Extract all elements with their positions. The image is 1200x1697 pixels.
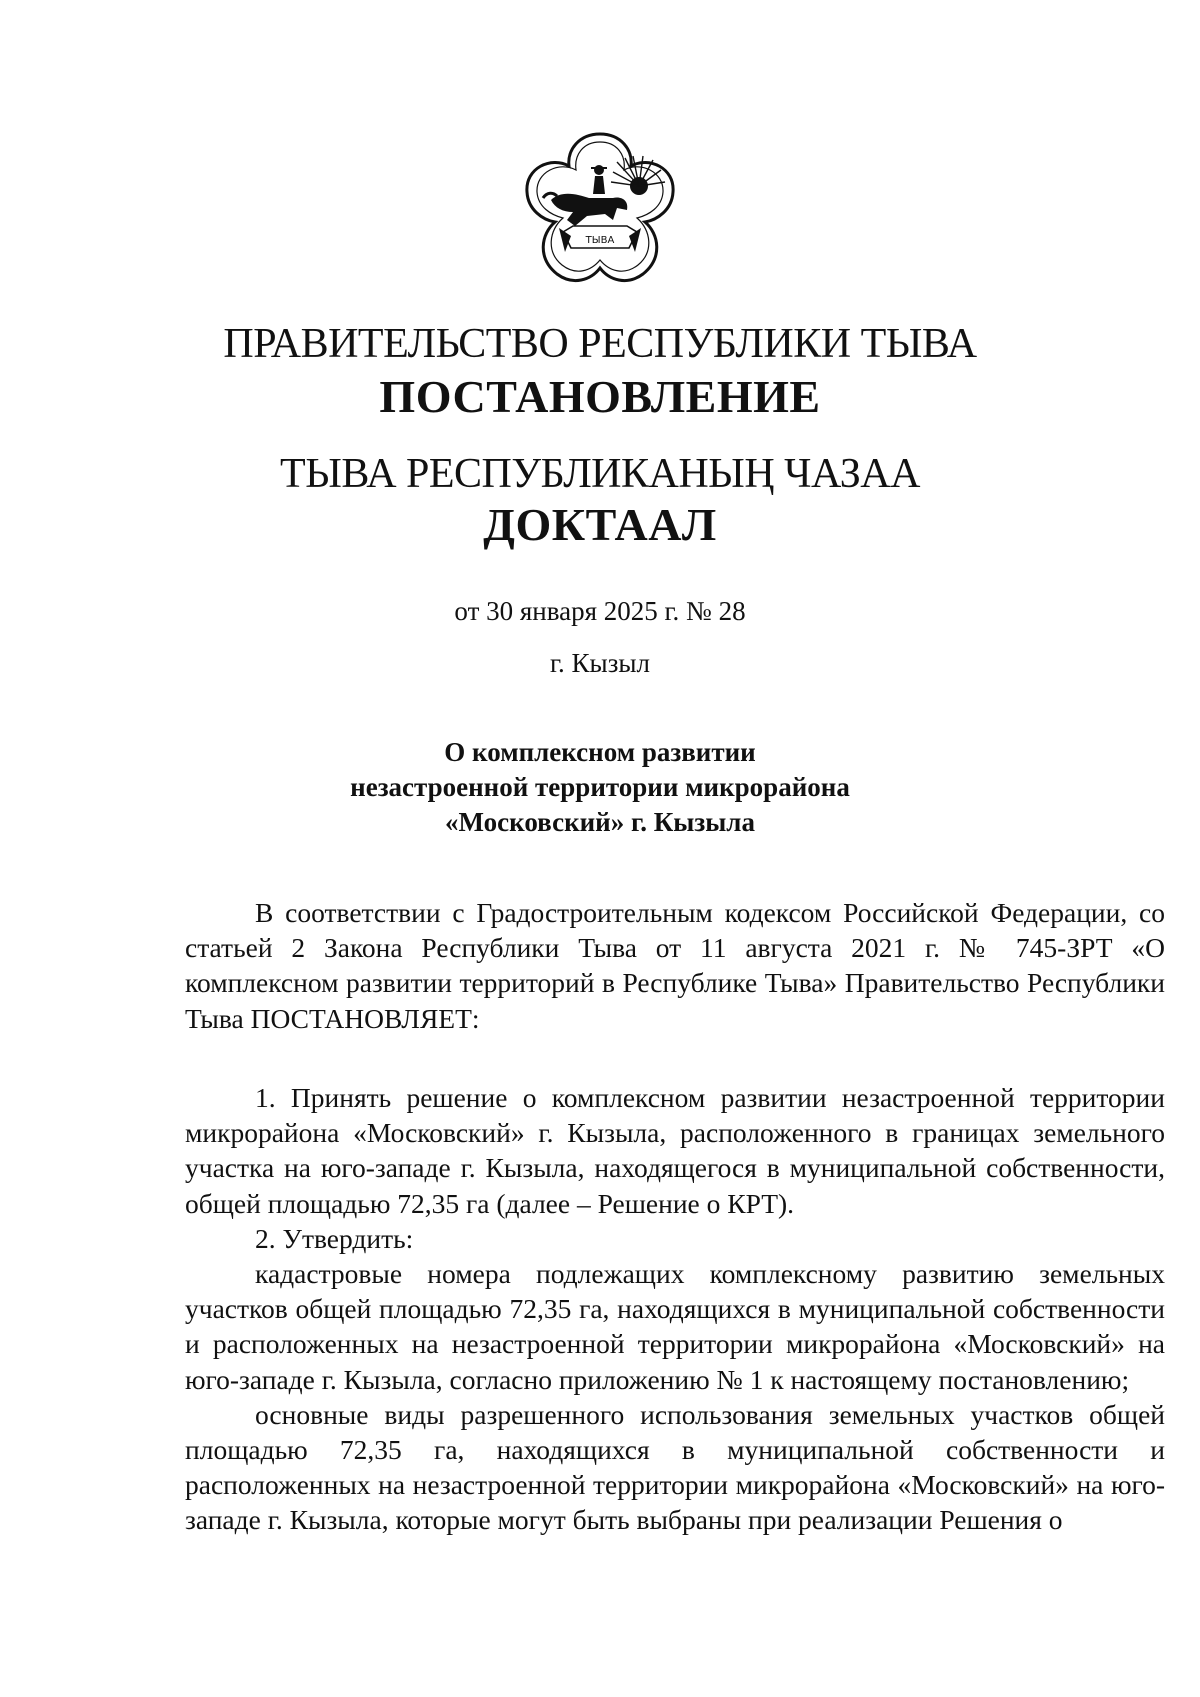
decree-title-line: «Московский» г. Кызыла [445,807,755,837]
tuva-coat-of-arms-icon [517,128,683,292]
decree-heading-ru: ПОСТАНОВЛЕНИЕ [379,371,821,422]
decree-heading-tyvan: ДОКТААЛ [483,499,717,550]
clause-2-permitted-uses: основные виды разрешенного использования земельных участков общей площадью 72,35 га, находящихся в муниципальной собственности и расположенных на незастроенной территории микрорайона «Московский» на юго-западе г. Кызыла, которые могут быть выбраны при реализации Решения о [185,1398,1165,1536]
government-title-ru: ПРАВИТЕЛЬСТВО РЕСПУБЛИКИ ТЫВА [223,321,977,367]
decree-city: г. Кызыл [550,648,650,678]
decree-clauses [185,1080,1165,1538]
decree-date-number: от 30 января 2025 г. № 28 [454,596,746,626]
government-title-tyvan: ТЫВА РЕСПУБЛИКАНЫҢ ЧАЗАА [280,451,920,497]
preamble-text: В соответствии с Градостроительным кодексом Российской Федерации, со статьей 2 Закона Республики Тыва от 11 августа 2021 г. № 745-ЗРТ «О комплексном развитии территорий в Республике Тыва» Правительство Республики Тыва ПОСТАНОВЛЯЕТ: [185,897,1165,1034]
decree-title-line: незастроенной территории микрорайона [350,772,850,802]
decree-title-line: О комплексном развитии [444,737,756,767]
preamble-paragraph [185,895,1165,1036]
clause-2: 2. Утвердить: [255,1222,414,1254]
emblem-ribbon-text: ТЫВА [585,235,615,246]
clause-2-cadastral-numbers: кадастровые номера подлежащих комплексному развитию земельных участков общей площадью 72,35 га, находящихся в муниципальной собственности и расположенных на незастроенной территории микрорайона «Московский» на юго-западе г. Кызыла, согласно приложению № 1 к настоящему постановлению; [185,1258,1165,1395]
decree-title [0,735,1200,840]
clause-1: 1. Принять решение о комплексном развитии незастроенной территории микрорайона «Московский» г. Кызыла, расположенного в границах земельного участка на юго-западе г. Кызыла, находящегося в муниципальной собственности, общей площадью 72,35 га (далее – Решение о КРТ). [185,1082,1165,1219]
